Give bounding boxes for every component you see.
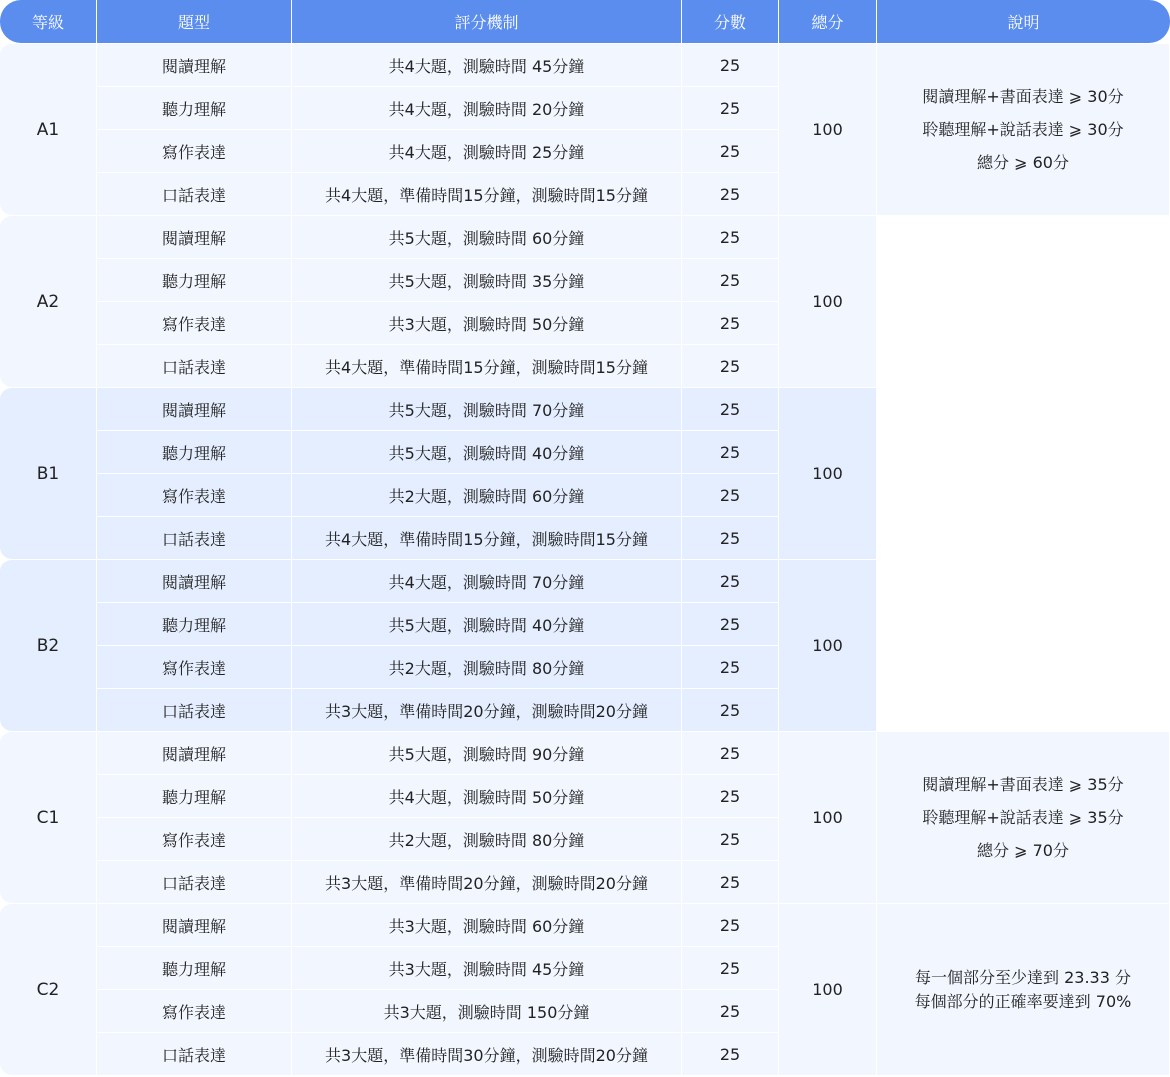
type-cell: 口話表達 [97, 860, 292, 903]
mechanism-cell: 共2大題，測驗時間 80分鐘 [292, 817, 682, 860]
level-cell: C1 [0, 731, 97, 903]
level-group-c2 [0, 903, 1170, 1075]
level-group-c1 [0, 731, 1170, 903]
score-cell: 25 [682, 903, 779, 946]
score-cell: 25 [682, 645, 779, 688]
table-row [0, 602, 1170, 645]
type-cell: 寫作表達 [97, 301, 292, 344]
level-group-a2 [0, 215, 1170, 387]
mechanism-cell: 共3大題，測驗時間 150分鐘 [292, 989, 682, 1032]
table-row [0, 387, 1170, 430]
table-row [0, 688, 1170, 731]
note-line: 閱讀理解+書面表達 ⩾ 30分 [922, 87, 1124, 106]
score-cell: 25 [682, 129, 779, 172]
type-cell: 寫作表達 [97, 817, 292, 860]
mechanism-cell: 共3大題，準備時間20分鐘，測驗時間20分鐘 [292, 860, 682, 903]
total-cell: 100 [779, 43, 877, 215]
type-cell: 閱讀理解 [97, 559, 292, 602]
header-note: 說明 [877, 0, 1170, 43]
mechanism-cell: 共4大題，準備時間15分鐘，測驗時間15分鐘 [292, 172, 682, 215]
mechanism-cell: 共4大題，測驗時間 70分鐘 [292, 559, 682, 602]
score-cell: 25 [682, 301, 779, 344]
type-cell: 口話表達 [97, 172, 292, 215]
note-cell-c2 [877, 903, 1170, 1075]
note-cell-c1 [877, 731, 1170, 903]
type-cell: 寫作表達 [97, 645, 292, 688]
score-cell: 25 [682, 516, 779, 559]
table-row [0, 903, 1170, 946]
type-cell: 閱讀理解 [97, 215, 292, 258]
mechanism-cell: 共5大題，測驗時間 35分鐘 [292, 258, 682, 301]
level-group-b2 [0, 559, 1170, 731]
score-cell: 25 [682, 344, 779, 387]
mechanism-cell: 共4大題，測驗時間 25分鐘 [292, 129, 682, 172]
type-cell: 聽力理解 [97, 258, 292, 301]
table-row [0, 559, 1170, 602]
header-total: 總分 [779, 0, 877, 43]
score-cell: 25 [682, 860, 779, 903]
score-cell: 25 [682, 731, 779, 774]
mechanism-cell: 共2大題，測驗時間 60分鐘 [292, 473, 682, 516]
note-line: 總分 ⩾ 70分 [977, 841, 1069, 860]
table-row [0, 344, 1170, 387]
header-score: 分數 [682, 0, 779, 43]
type-cell: 閱讀理解 [97, 731, 292, 774]
type-cell: 寫作表達 [97, 473, 292, 516]
type-cell: 口話表達 [97, 688, 292, 731]
table-row [0, 43, 1170, 86]
mechanism-cell: 共4大題，準備時間15分鐘，測驗時間15分鐘 [292, 344, 682, 387]
level-cell: C2 [0, 903, 97, 1075]
total-cell: 100 [779, 731, 877, 903]
note-line: 聆聽理解+說話表達 ⩾ 35分 [922, 808, 1124, 827]
note-line: 閱讀理解+書面表達 ⩾ 35分 [922, 775, 1124, 794]
level-cell: B1 [0, 387, 97, 559]
mechanism-cell: 共5大題，測驗時間 90分鐘 [292, 731, 682, 774]
level-group-b1 [0, 387, 1170, 559]
mechanism-cell: 共5大題，測驗時間 70分鐘 [292, 387, 682, 430]
table-row [0, 516, 1170, 559]
score-cell: 25 [682, 473, 779, 516]
mechanism-cell: 共4大題，測驗時間 45分鐘 [292, 43, 682, 86]
type-cell: 口話表達 [97, 516, 292, 559]
table-row [0, 473, 1170, 516]
note-line: 每一個部分至少達到 23.33 分 [915, 967, 1131, 987]
type-cell: 口話表達 [97, 344, 292, 387]
type-cell: 寫作表達 [97, 129, 292, 172]
score-cell: 25 [682, 43, 779, 86]
level-cell: A2 [0, 215, 97, 387]
total-cell: 100 [779, 387, 877, 559]
score-cell: 25 [682, 215, 779, 258]
type-cell: 閱讀理解 [97, 387, 292, 430]
mechanism-cell: 共4大題，準備時間15分鐘，測驗時間15分鐘 [292, 516, 682, 559]
table-row [0, 430, 1170, 473]
type-cell: 口話表達 [97, 1032, 292, 1075]
level-group-a1 [0, 43, 1170, 215]
level-cell: B2 [0, 559, 97, 731]
type-cell: 聽力理解 [97, 430, 292, 473]
type-cell: 閱讀理解 [97, 43, 292, 86]
note-line: 聆聽理解+說話表達 ⩾ 30分 [922, 120, 1124, 139]
type-cell: 閱讀理解 [97, 903, 292, 946]
table-row [0, 215, 1170, 258]
header-type: 題型 [97, 0, 292, 43]
score-cell: 25 [682, 602, 779, 645]
score-cell: 25 [682, 774, 779, 817]
mechanism-cell: 共2大題，測驗時間 80分鐘 [292, 645, 682, 688]
total-cell: 100 [779, 559, 877, 731]
table-row [0, 301, 1170, 344]
score-cell: 25 [682, 387, 779, 430]
mechanism-cell: 共5大題，測驗時間 40分鐘 [292, 602, 682, 645]
mechanism-cell: 共3大題，測驗時間 50分鐘 [292, 301, 682, 344]
table-row [0, 258, 1170, 301]
note-line: 每個部分的正確率要達到 70% [914, 991, 1132, 1011]
mechanism-cell: 共3大題，測驗時間 45分鐘 [292, 946, 682, 989]
mechanism-cell: 共3大題，準備時間20分鐘，測驗時間20分鐘 [292, 688, 682, 731]
type-cell: 聽力理解 [97, 946, 292, 989]
mechanism-cell: 共5大題，測驗時間 60分鐘 [292, 215, 682, 258]
table-row [0, 645, 1170, 688]
type-cell: 聽力理解 [97, 774, 292, 817]
table-row [0, 731, 1170, 774]
score-cell: 25 [682, 430, 779, 473]
score-cell: 25 [682, 258, 779, 301]
score-cell: 25 [682, 817, 779, 860]
total-cell: 100 [779, 903, 877, 1075]
table-header-row [0, 0, 1170, 43]
total-cell: 100 [779, 215, 877, 387]
level-cell: A1 [0, 43, 97, 215]
score-cell: 25 [682, 946, 779, 989]
mechanism-cell: 共3大題，準備時間30分鐘，測驗時間20分鐘 [292, 1032, 682, 1075]
mechanism-cell: 共3大題，測驗時間 60分鐘 [292, 903, 682, 946]
type-cell: 聽力理解 [97, 86, 292, 129]
mechanism-cell: 共5大題，測驗時間 40分鐘 [292, 430, 682, 473]
score-cell: 25 [682, 559, 779, 602]
note-line: 總分 ⩾ 60分 [977, 153, 1069, 172]
header-mechanism: 評分機制 [292, 0, 682, 43]
header-level: 等級 [0, 0, 97, 43]
mechanism-cell: 共4大題，測驗時間 50分鐘 [292, 774, 682, 817]
score-cell: 25 [682, 1032, 779, 1075]
type-cell: 聽力理解 [97, 602, 292, 645]
mechanism-cell: 共4大題，測驗時間 20分鐘 [292, 86, 682, 129]
type-cell: 寫作表達 [97, 989, 292, 1032]
score-cell: 25 [682, 86, 779, 129]
score-cell: 25 [682, 172, 779, 215]
note-cell-a1-b2 [877, 43, 1170, 215]
score-cell: 25 [682, 688, 779, 731]
score-cell: 25 [682, 989, 779, 1032]
